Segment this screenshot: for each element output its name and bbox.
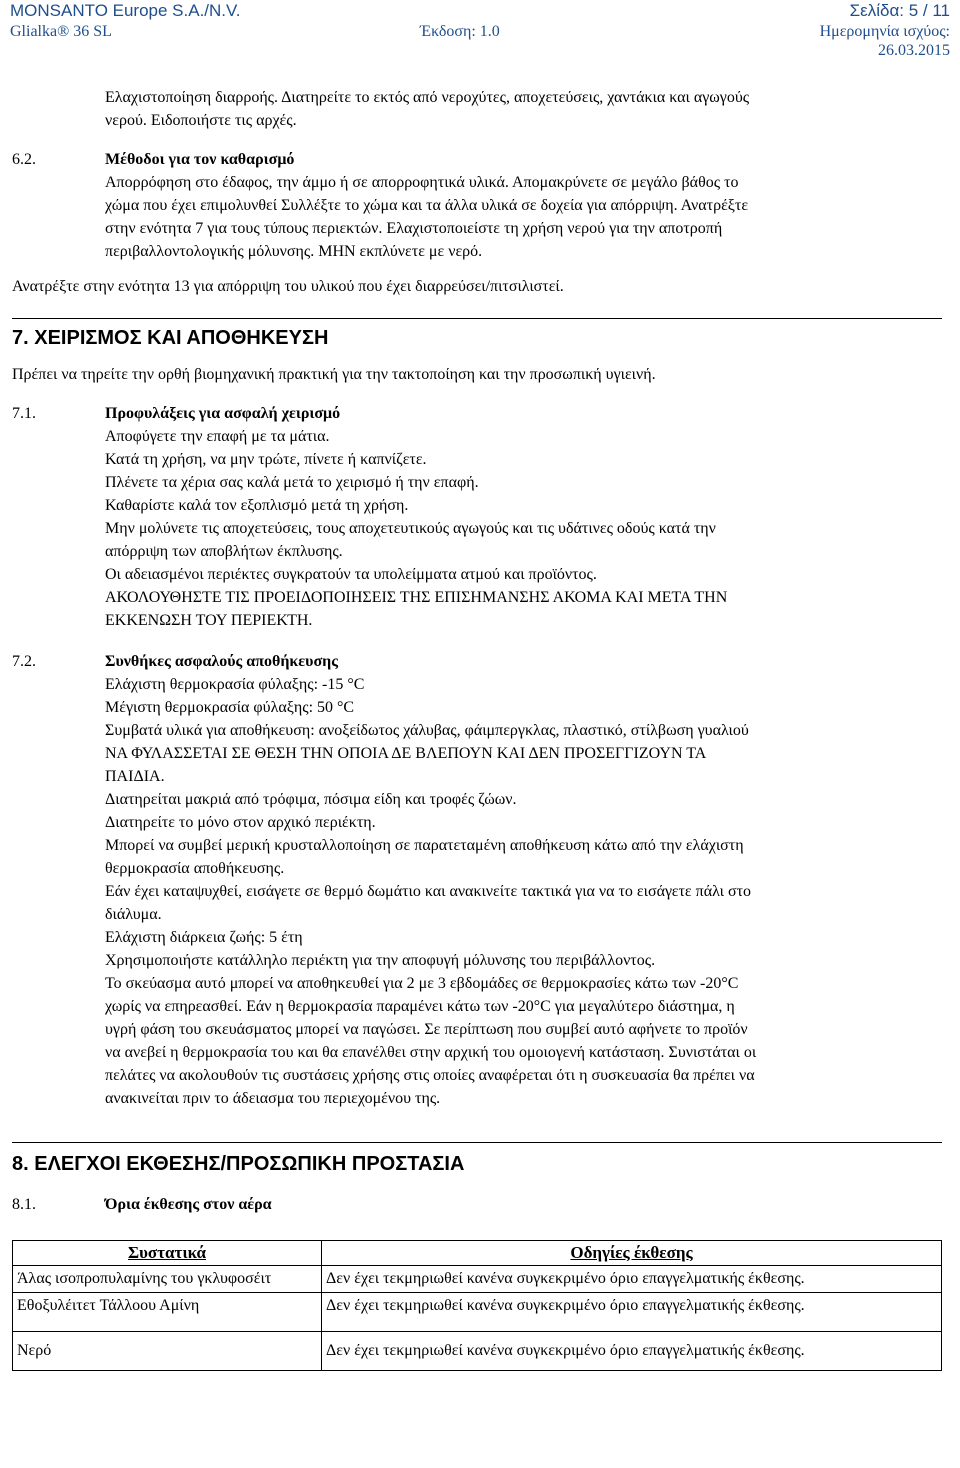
- page-number: Σελίδα: 5 / 11: [849, 1, 950, 20]
- section-7-2-text: [0, 673, 960, 1110]
- text-line: Αποφύγετε την επαφή με τα μάτια.: [105, 428, 330, 445]
- section-title: Προφυλάξεις για ασφαλή χειρισμό: [105, 405, 341, 422]
- company-name: MONSANTO Europe S.A./N.V.: [10, 1, 241, 20]
- table-row: [13, 1332, 942, 1371]
- text-line: Καθαρίστε καλά τον εξοπλισμό μετά τη χρήση.: [105, 497, 409, 514]
- text-line: Ελαχιστοποίηση διαρροής. Διατηρείτε το εκτός από νεροχύτες, αποχετεύσεις, χαντάκια και αγωγούς: [105, 89, 750, 106]
- text-line: στην ενότητα 7 για τους τύπους περιεκτών. Ελαχιστοποιείστε τη χρήση νερού για την αποτροπή: [105, 220, 723, 237]
- section-title: Όρια έκθεσης στον αέρα: [105, 1196, 272, 1213]
- date-label: Ημερομηνία ισχύος:: [819, 23, 950, 40]
- text-line: Συμβατά υλικά για αποθήκευση: ανοξείδωτος χάλυβας, φάιμπεργκλας, πλαστικό, στίλβωση γυαλιού: [105, 722, 749, 739]
- text-line: ΠΑΙΔΙΑ.: [105, 768, 165, 785]
- text-line: διάλυμα.: [105, 906, 162, 923]
- effective-date: 26.03.2015: [878, 42, 950, 59]
- section-7-intro: Πρέπει να τηρείτε την ορθή βιομηχανική πρακτική για την τακτοποίηση και την προσωπική υγιεινή.: [12, 366, 656, 383]
- product-name: Glialka® 36 SL: [10, 23, 112, 40]
- text-line: ΑΚΟΛΟΥΘΗΣΤΕ ΤΙΣ ΠΡΟΕΙΔΟΠΟΙΗΣΕΙΣ ΤΗΣ ΕΠΙΣΗΜΑΝΣΗΣ ΑΚΟΜΑ ΚΑΙ ΜΕΤΑ ΤΗΝ: [105, 589, 728, 606]
- section-title: Μέθοδοι για τον καθαρισμό: [105, 151, 295, 168]
- section-7-1-text: [0, 425, 960, 632]
- section-7-2-heading: [0, 650, 960, 673]
- text-line: ΕΚΚΕΝΩΣΗ ΤΟΥ ΠΕΡΙΕΚΤΗ.: [105, 612, 313, 629]
- text-line: θερμοκρασία αποθήκευσης.: [105, 860, 285, 877]
- guideline-cell: Δεν έχει τεκμηριωθεί κανένα συγκεκριμένο όριο επαγγελματικής έκθεσης.: [322, 1293, 942, 1332]
- text-line: χωρίς να επηρεασθεί. Εάν η θερμοκρασία παραμένει κάτω των -20°C για μεγαλύτερο διάστημα, η: [105, 998, 735, 1015]
- text-line: Μέγιστη θερμοκρασία φύλαξης: 50 °C: [105, 699, 355, 716]
- table-row: [13, 1266, 942, 1293]
- table-header-row: [13, 1241, 942, 1266]
- section-8-title: 8. ΕΛΕΓΧΟΙ ΕΚΘΕΣΗΣ/ΠΡΟΣΩΠΙΚΗ ΠΡΟΣΤΑΣΙΑ: [12, 1153, 465, 1175]
- table-row: [13, 1293, 942, 1332]
- component-cell: Νερό: [13, 1332, 322, 1371]
- text-line: νερού. Ειδοποιήστε τις αρχές.: [105, 112, 297, 129]
- text-line: Πλένετε τα χέρια σας καλά μετά το χειρισμό ή την επαφή.: [105, 474, 479, 491]
- document-body: [0, 86, 960, 1371]
- text-line: Οι αδειασμένοι περιέκτες συγκρατούν τα υπολείμματα ατμού και προϊόντος.: [105, 566, 597, 583]
- text-line: ΝΑ ΦΥΛΑΣΣΕΤΑΙ ΣΕ ΘΕΣΗ ΤΗΝ ΟΠΟΙΑ ΔΕ ΒΛΕΠΟΥΝ ΚΑΙ ΔΕΝ ΠΡΟΣΕΓΓΙΖΟΥΝ ΤΑ: [105, 745, 707, 762]
- text-line: περιβαλλοντολογικής μόλυνσης. ΜΗΝ εκπλύνετε με νερό.: [105, 243, 483, 260]
- exposure-limits-table: [12, 1240, 942, 1371]
- section-6-2-heading: [0, 148, 960, 171]
- column-header-components: Συστατικά: [13, 1241, 322, 1266]
- page-header: [10, 0, 950, 60]
- version-label: Έκδοση: 1.0: [420, 23, 500, 40]
- section-number: 6.2.: [12, 151, 36, 168]
- section-title: Συνθήκες ασφαλούς αποθήκευσης: [105, 653, 338, 670]
- section-number: 8.1.: [12, 1196, 36, 1213]
- text-line: Εάν έχει καταψυχθεί, εισάγετε σε θερμό δωμάτιο και ανακινείτε τακτικά για να το εισάγετε πάλι στο: [105, 883, 752, 900]
- text-line: Ελάχιστη διάρκεια ζωής: 5 έτη: [105, 929, 303, 946]
- section-number: 7.1.: [12, 405, 36, 422]
- text-line: Διατηρείτε το μόνο στον αρχικό περιέκτη.: [105, 814, 376, 831]
- text-line: απόρριψη των αποβλήτων έκπλυσης.: [105, 543, 343, 560]
- text-line: Διατηρείται μακριά από τρόφιμα, πόσιμα είδη και τροφές ζώων.: [105, 791, 517, 808]
- section-number: 7.2.: [12, 653, 36, 670]
- text-line: να ανεβεί η θερμοκρασία του και θα επανέλθει στην αρχική του ομοιογενή κατάσταση. Συνιστάται οι: [105, 1044, 757, 1061]
- component-cell: Άλας ισοπροπυλαμίνης του γκλυφοσέιτ: [13, 1266, 322, 1293]
- section-7-title: 7. ΧΕΙΡΙΣΜΟΣ ΚΑΙ ΑΠΟΘΗΚΕΥΣΗ: [12, 327, 329, 349]
- section-8-1-heading: [0, 1193, 960, 1216]
- text-line: Απορρόφηση στο έδαφος, την άμμο ή σε απορροφητικά υλικά. Απομακρύνετε σε μεγάλο βάθος το: [105, 174, 739, 191]
- text-line: ανακινείται πριν το άδειασμα του περιεχομένου της.: [105, 1090, 441, 1107]
- guideline-cell: Δεν έχει τεκμηριωθεί κανένα συγκεκριμένο όριο επαγγελματικής έκθεσης.: [322, 1332, 942, 1371]
- text-line: Μπορεί να συμβεί μερική κρυσταλλοποίηση σε παρατεταμένη αποθήκευση κάτω από την ελάχιστη: [105, 837, 744, 854]
- component-cell: Εθοξυλέιτετ Τάλλοου Αμίνη: [13, 1293, 322, 1332]
- text-line: υγρή φάση του σκευάσματος μπορεί να παγώσει. Σε περίπτωση που συμβεί αυτό αφήνετε το προϊόν: [105, 1021, 748, 1038]
- section-6-2-text: [0, 171, 960, 263]
- text-line: χώμα που έχει επιμολυνθεί Συλλέξτε το χώμα και τα άλλα υλικά σε δοχεία για απόρριψη. Ανατρέξτε: [105, 197, 749, 214]
- text-line: Ελάχιστη θερμοκρασία φύλαξης: -15 °C: [105, 676, 365, 693]
- text-line: Κατά τη χρήση, να μην τρώτε, πίνετε ή καπνίζετε.: [105, 451, 427, 468]
- section-7-1-heading: [0, 402, 960, 425]
- text-line: Χρησιμοποιήστε κατάλληλο περιέκτη για την αποφυγή μόλυνσης του περιβάλλοντος.: [105, 952, 656, 969]
- guideline-cell: Δεν έχει τεκμηριωθεί κανένα συγκεκριμένο όριο επαγγελματικής έκθεσης.: [322, 1266, 942, 1293]
- column-header-guidelines: Οδηγίες έκθεσης: [322, 1241, 942, 1266]
- disposal-reference: Ανατρέξτε στην ενότητα 13 για απόρριψη του υλικού που έχει διαρρεύσει/πιτσιλιστεί.: [12, 278, 564, 295]
- text-line: πελάτες να ακολουθούν τις συστάσεις χρήσης στις οποίες αναφέρεται ότι η συσκευασία θα πρέπει να: [105, 1067, 755, 1084]
- intro-paragraph: [0, 86, 960, 132]
- text-line: Μην μολύνετε τις αποχετεύσεις, τους αποχετευτικούς αγωγούς και τις υδάτινες οδούς κατά την: [105, 520, 716, 537]
- text-line: Το σκεύασμα αυτό μπορεί να αποθηκευθεί για 2 με 3 εβδομάδες σε θερμοκρασίες κάτω των -20°C: [105, 975, 739, 992]
